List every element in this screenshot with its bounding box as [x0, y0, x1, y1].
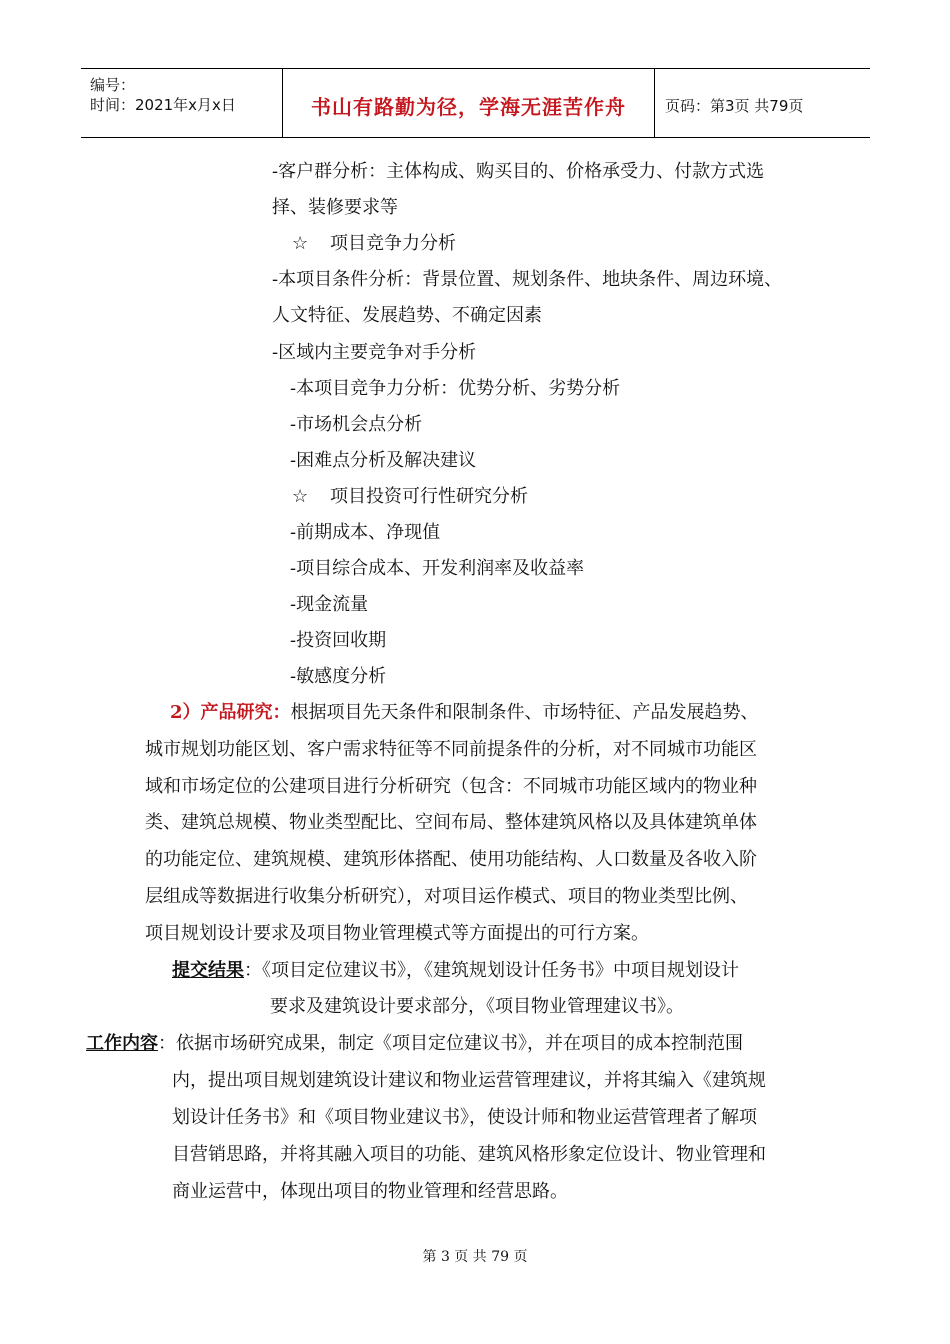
section-competition — [292, 232, 456, 256]
outline-line: -敏感度分析 — [290, 666, 387, 687]
work-text: 依据市场研究成果，制定《项目定位建议书》，并在项目的成本控制范围 — [176, 1033, 743, 1054]
document-date: 时间：2021年x月x日 — [90, 96, 236, 114]
product-paragraph-first — [170, 701, 759, 725]
paragraph-line: 层组成等数据进行收集分析研究），对项目运作模式、项目的物业类型比例、 — [145, 886, 748, 907]
product-heading: 2）产品研究： — [170, 702, 291, 723]
paragraph-line: 类、建筑总规模、物业类型配比、空间布局、整体建筑风格以及具体建筑单体 — [145, 812, 757, 833]
work-line: 商业运营中，体现出项目的物业管理和经营思路。 — [172, 1181, 568, 1202]
star-icon: ☆ — [292, 233, 309, 254]
outline-line: -现金流量 — [290, 594, 369, 615]
document-number-label: 编号： — [90, 76, 136, 94]
outline-line: -市场机会点分析 — [290, 414, 423, 435]
outline-line: -困难点分析及解决建议 — [290, 450, 477, 471]
result-first-line — [172, 959, 739, 983]
page-header — [81, 68, 870, 138]
outline-line: -项目综合成本、开发利润率及收益率 — [290, 558, 585, 579]
result-colon: ： — [244, 960, 262, 981]
paragraph-line: 的功能定位、建筑规模、建筑形体搭配、使用功能结构、人口数量及各收入阶 — [145, 849, 757, 870]
paragraph-line: 项目规划设计要求及项目物业管理模式等方面提出的可行方案。 — [145, 923, 649, 944]
section-title: 项目投资可行性研究分析 — [330, 486, 528, 507]
header-divider — [654, 69, 655, 137]
section-investment — [292, 485, 528, 509]
outline-line: -本项目竞争力分析：优势分析、劣势分析 — [290, 378, 621, 399]
work-first-line — [86, 1032, 743, 1056]
result-label: 提交结果 — [172, 960, 244, 981]
outline-line: -区域内主要竞争对手分析 — [272, 342, 477, 363]
outline-line: -前期成本、净现值 — [290, 522, 441, 543]
outline-line: 择、装修要求等 — [272, 197, 398, 218]
section-title: 项目竞争力分析 — [330, 233, 456, 254]
paragraph-text: 根据项目先天条件和限制条件、市场特征、产品发展趋势、 — [290, 702, 759, 723]
header-motto: 书山有路勤为径，学海无涯苦作舟 — [311, 95, 626, 119]
outline-line: 人文特征、发展趋势、不确定因素 — [272, 305, 542, 326]
header-page-code: 页码：第3页 共79页 — [665, 97, 804, 115]
work-line: 划设计任务书》和《项目物业建议书》，使设计师和物业运营管理者了解项 — [172, 1107, 757, 1128]
work-line: 内，提出项目规划建筑设计建议和物业运营管理建议，并将其编入《建筑规 — [172, 1070, 766, 1091]
outline-line: -客户群分析：主体构成、购买目的、价格承受力、付款方式选 — [272, 161, 765, 182]
page-footer: 第 3 页 共 79 页 — [422, 1249, 528, 1265]
work-colon: ： — [158, 1033, 176, 1054]
result-text: 《项目定位建议书》，《建筑规划设计任务书》中项目规划设计 — [262, 960, 739, 981]
header-meta — [90, 75, 236, 115]
work-line: 目营销思路，并将其融入项目的功能、建筑风格形象定位设计、物业管理和 — [172, 1144, 766, 1165]
paragraph-line: 城市规划功能区划、客户需求特征等不同前提条件的分析，对不同城市功能区 — [145, 739, 757, 760]
work-label: 工作内容 — [86, 1033, 158, 1054]
result-line: 要求及建筑设计要求部分，《项目物业管理建议书》。 — [270, 996, 684, 1017]
outline-line: -本项目条件分析：背景位置、规划条件、地块条件、周边环境、 — [272, 269, 783, 290]
star-icon: ☆ — [292, 486, 309, 507]
paragraph-line: 域和市场定位的公建项目进行分析研究（包含：不同城市功能区域内的物业种 — [145, 776, 757, 797]
outline-line: -投资回收期 — [290, 630, 387, 651]
